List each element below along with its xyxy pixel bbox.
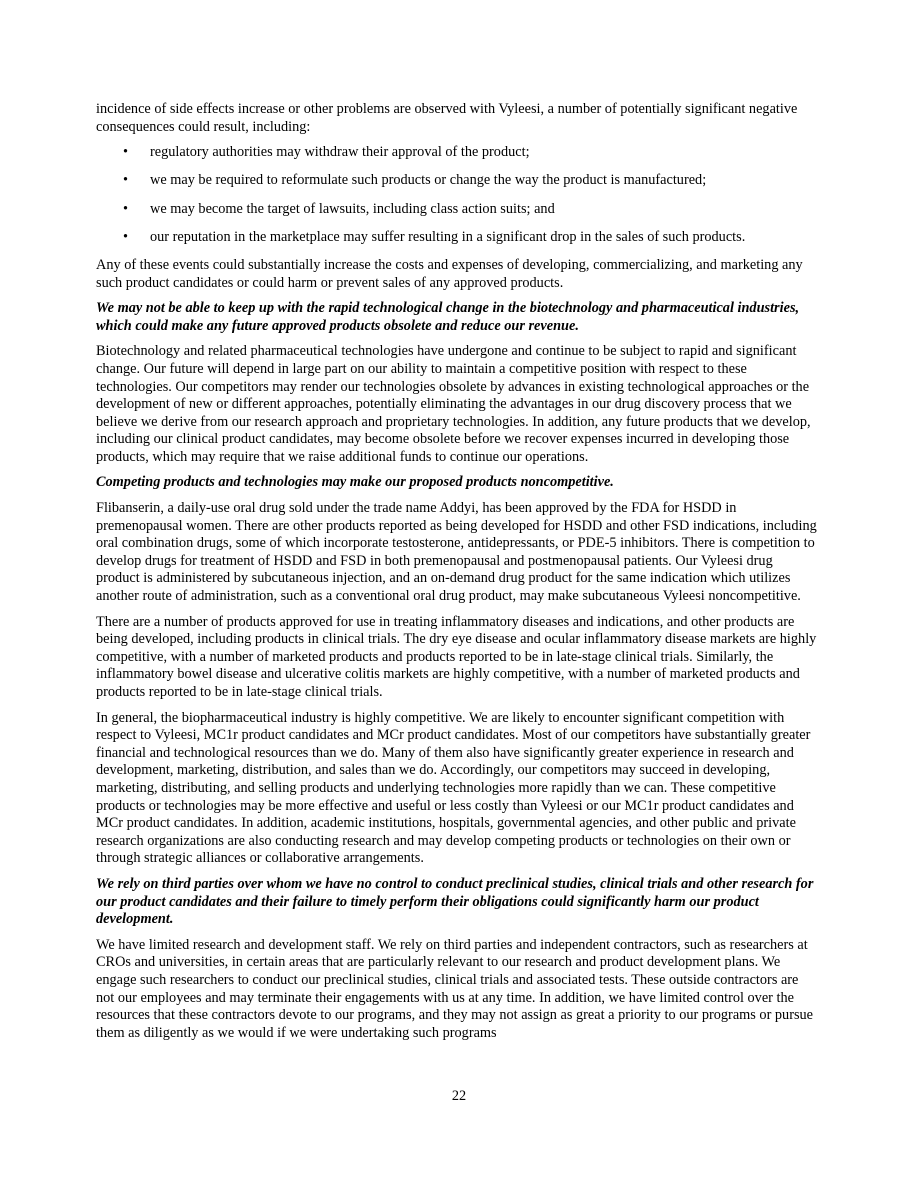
events-paragraph: Any of these events could substantially increase the costs and expenses of developing, commercializing, and marketing any such product candidates or could harm or prevent sales of any approved products. [96,256,803,291]
list-item: • we may be required to reformulate such products or change the way the product is manufactured; [123,172,707,189]
bullet-icon: • [123,200,129,217]
inflammatory-paragraph: There are a number of products approved for use in treating inflammatory diseases and indications, and other products are being developed, including products in clinical trials. The dry eye disease and ocular inflammatory disease markets are highly competitive, with a number of marketed products and products reported to be in late-stage clinical trials. Similarly, the inflammatory bowel disease and ulcerative colitis markets are highly competitive, with a number of marketed products and products reported to be in late-stage clinical trials. [96,613,817,700]
risk-heading-competing-products: Competing products and technologies may make our proposed products noncompetitive. [96,474,614,491]
competition-paragraph: In general, the biopharmaceutical industry is highly competitive. We are likely to encounter significant competition with respect to Vyleesi, MC1r product candidates and MCr product candidates. Most of our competitors have substantially greater financial and technological resources than we do. Many of them also have significantly greater experience in research and development, marketing, distribution, and sales than we do. Accordingly, our competitors may succeed in developing, marketing, distributing, and selling products and underlying technologies more rapidly than we can. These competitive products or technologies may be more effective and useful or less costly than Vyleesi or our MC1r product candidates and MCr product candidates. In addition, academic institutions, hospitals, governmental agencies, and other public and private research organizations are also conducting research and may develop competing products or technologies on their own or through strategic alliances or collaborative arrangements. [96,709,811,867]
third-parties-paragraph: We have limited research and development staff. We rely on third parties and independent contractors, such as researchers at CROs and universities, in certain areas that are particularly relevant to our research and product development plans. We engage such researchers to conduct our preclinical studies, clinical trials and associated tests. These outside contractors are not our employees and may terminate their engagements with us at any time. In addition, we have limited control over the resources that these contractors devote to our programs, and they may not assign as great a priority to our programs or pursue them as diligently as we would if we were undertaking such programs [96,936,814,1041]
bullet-icon: • [123,144,129,161]
page-number: 22 [451,1088,467,1104]
list-item: • regulatory authorities may withdraw their approval of the product; [123,144,530,161]
technology-paragraph: Biotechnology and related pharmaceutical technologies have undergone and continue to be subject to rapid and significant change. Our future will depend in large part on our ability to maintain a competitive position with respect to these technologies. Our competitors may render our technologies obsolete by advances in existing technological approaches or the development of new or different approaches, potentially eliminating the advantages in our drug discovery process that we believe we derive from our research approach and proprietary technologies. In addition, any future products that we develop, including our clinical product candidates, may become obsolete before we recover expenses incurred in developing those products, which may require that we raise additional funds to continue our operations. [96,343,811,465]
list-item: • we may become the target of lawsuits, including class action suits; and [123,200,555,217]
bullet-icon: • [123,228,129,245]
consequences-list [96,144,818,246]
intro-paragraph: incidence of side effects increase or other problems are observed with Vyleesi, a number of potentially significant negative consequences could result, including: [96,101,798,135]
document-page [96,101,818,1050]
flibanserin-paragraph: Flibanserin, a daily-use oral drug sold under the trade name Addyi, has been approved by the FDA for HSDD in premenopausal women. There are other products reported as being developed for HSDD and other FSD indications, including oral combination drugs, some of which incorporate testosterone, antidepressants, or PDE-5 inhibitors. There is competition to develop drugs for treatment of HSDD and FSD in both premenopausal and postmenopausal patients. Our Vyleesi drug product is administered by subcutaneous injection, and an on-demand drug product for the same indication which utilizes another route of administration, such as a conventional oral drug product, may make subcutaneous Vyleesi noncompetitive. [96,500,817,605]
risk-heading-technological-change: We may not be able to keep up with the rapid technological change in the biotechnology and pharmaceutical industries, which could make any future approved products obsolete and reduce our revenue. [96,300,800,334]
bullet-icon: • [123,172,129,189]
list-item: • our reputation in the marketplace may suffer resulting in a significant drop in the sales of such products. [123,228,746,245]
risk-heading-third-parties: We rely on third parties over whom we have no control to conduct preclinical studies, clinical trials and other research for our product candidates and their failure to timely perform their obligations could significantly harm our product development. [96,875,814,928]
